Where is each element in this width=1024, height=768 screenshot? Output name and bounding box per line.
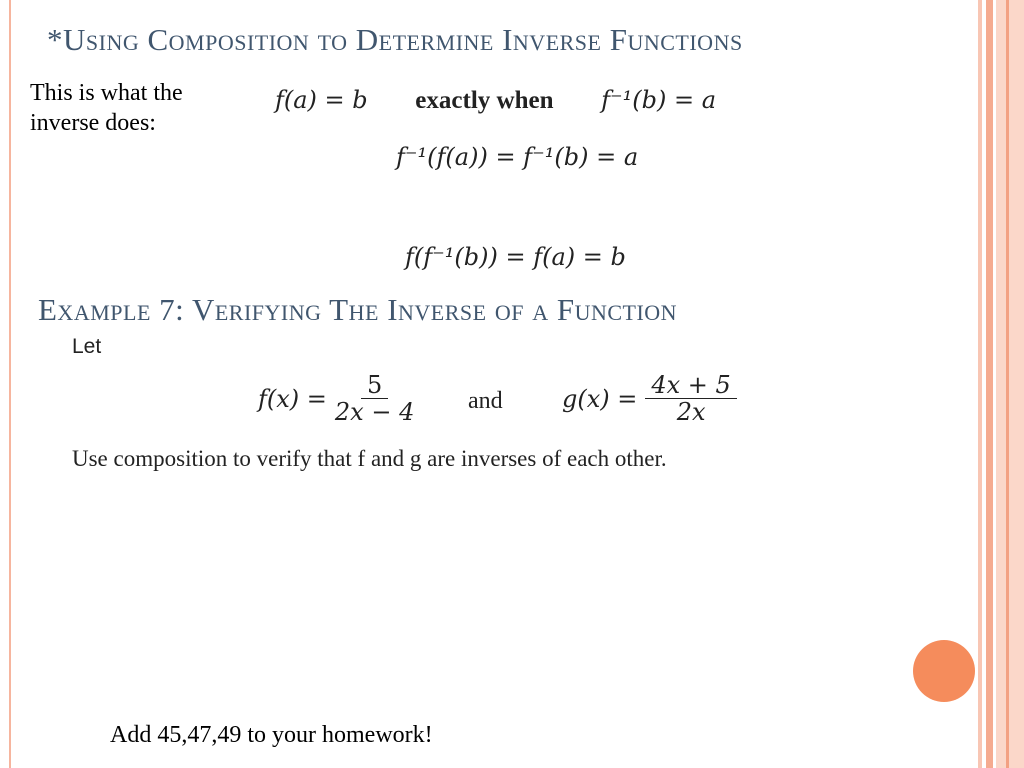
g-denominator: 2x (676, 398, 706, 426)
decorative-stripe (1006, 0, 1009, 768)
intro-text: This is what the inverse does: (30, 80, 183, 136)
f-denominator: 2x − 4 (334, 398, 415, 426)
homework-note: Add 45,47,49 to your homework! (110, 722, 433, 748)
let-label: Let (72, 335, 102, 358)
composition-equation-2: f(f⁻¹(b)) = f(a) = b (405, 243, 626, 271)
and-label: and (468, 388, 503, 414)
slide-title: *Using Composition to Determine Inverse Functions (47, 22, 743, 57)
f-lhs: f(x) = (258, 384, 327, 413)
equation-right: f⁻¹(b) = a (601, 86, 717, 114)
decorative-stripe (986, 0, 993, 768)
example-title: Example 7: Verifying The Inverse of a Function (38, 292, 678, 327)
decorative-stripe (978, 0, 982, 768)
g-numerator: 4x + 5 (645, 372, 736, 399)
g-fraction (645, 372, 736, 425)
task-instruction: Use composition to verify that f and g are inverses of each other. (72, 446, 667, 471)
equation-connector: exactly when (415, 87, 554, 114)
function-g-definition (562, 372, 737, 425)
f-numerator: 5 (361, 372, 388, 399)
g-lhs: g(x) = (562, 384, 638, 413)
equation-left: f(a) = b (275, 86, 368, 114)
decorative-stripe (996, 0, 1024, 768)
function-f-definition (258, 372, 414, 425)
inverse-definition-equation (275, 86, 716, 115)
decorative-circle (913, 640, 975, 702)
composition-equation-1: f⁻¹(f(a)) = f⁻¹(b) = a (396, 143, 639, 171)
f-fraction (335, 372, 414, 425)
left-border-rule (9, 0, 11, 768)
